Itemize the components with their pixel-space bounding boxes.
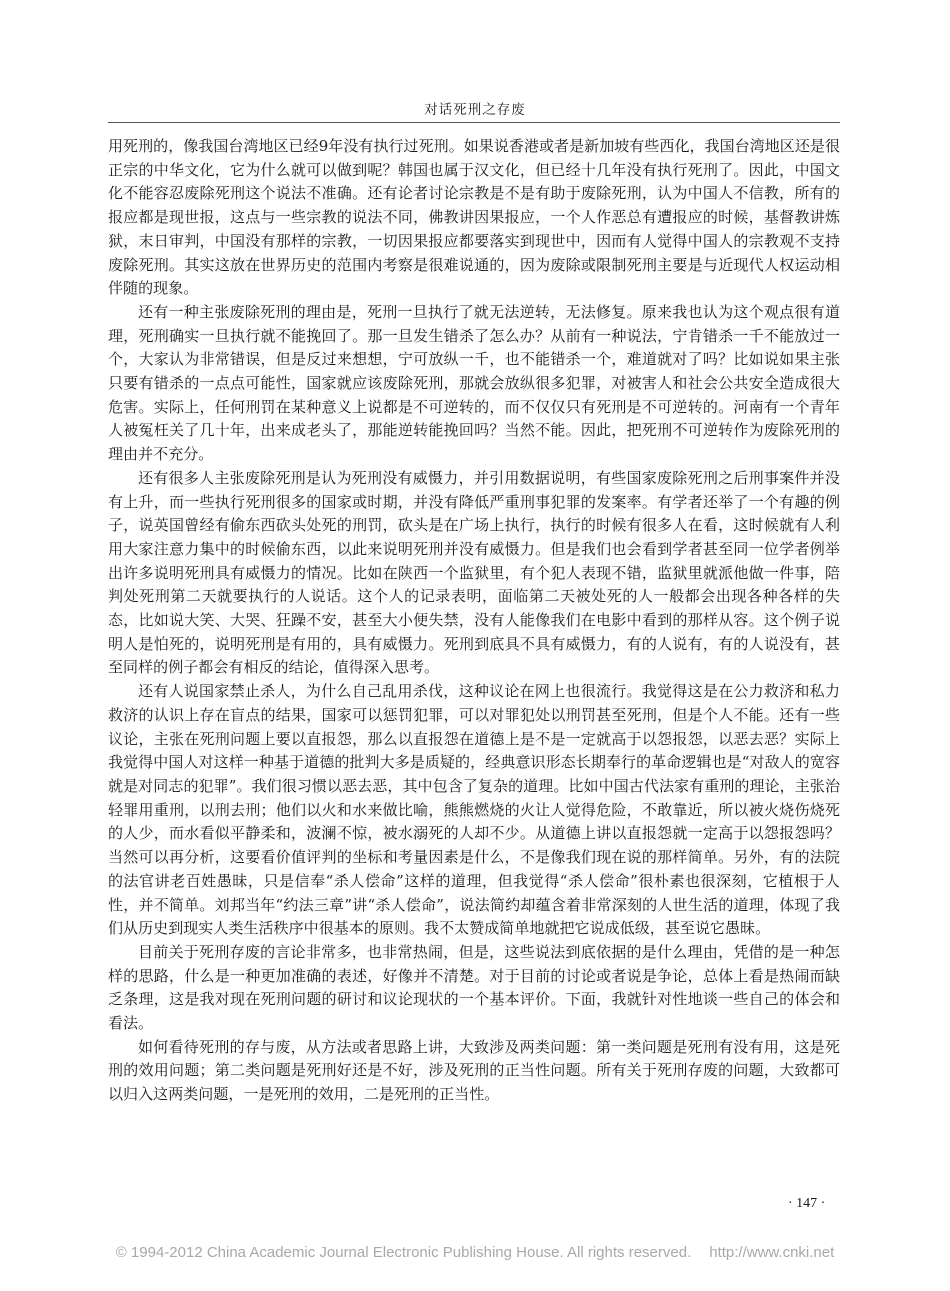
website-link[interactable]: http://www.cnki.net xyxy=(709,1244,835,1261)
running-header-title: 对话死刑之存废 xyxy=(424,102,526,118)
header-divider xyxy=(108,122,840,123)
paragraph-deterrence: 还有很多人主张废除死刑是认为死刑没有威慑力，并引用数据说明，有些国家废除死刑之后刑事案件并没有上升，而一些执行死刑很多的国家或时期，并没有降低严重刑事犯罪的发案率。有学者还举了一个有趣的例子，说英国曾经有偷东西砍头处死的刑罚，砍头是在广场上执行，执行的时候有很多人在看，这时候就有人利用大家注意力集中的时候偷东西，以此来说明死刑并没有威慑力。但是我们也会看到学者甚至同一位学者例举出许多说明死刑具有威慑力的情况。比如在陕西一个监狱里，有个犯人表现不错，监狱里就派他做一件事，陪判处死刑第二天就要执行的人说话。这个人的记录表明，面临第二天被处死的人一般都会出现各种各样的失态，比如说大笑、大哭、狂躁不安，甚至大小便失禁，没有人能像我们在电影中看到的那样从容。这个例子说明人是怕死的，说明死刑是有用的，具有威慑力。死刑到底具不具有威慑力，有的人说有，有的人说没有，甚至同样的例子都会有相反的结论，值得深入思考。 xyxy=(108,468,840,677)
article-body xyxy=(108,135,840,1107)
paragraph-irreversibility: 还有一种主张废除死刑的理由是，死刑一旦执行了就无法逆转，无法修复。原来我也认为这个观点很有道理，死刑确实一旦执行就不能挽回了。那一旦发生错杀了怎么办？从前有一种说法，宁肯错杀一千不能放过一个，大家认为非常错误，但是反过来想想，宁可放纵一千，也不能错杀一个，难道就对了吗？比如说如果主张只要有错杀的一点点可能性，国家就应该废除死刑，那就会放纵很多犯罪，对被害人和社会公共安全造成很大危害。实际上，任何刑罚在某种意义上说都是不可逆转的，而不仅仅只有死刑是不可逆转的。河南有一个青年人被冤枉关了几十年，出来成老头了，那能逆转能挽回吗？当然不能。因此，把死刑不可逆转作为废除死刑的理由并不充分。 xyxy=(108,302,840,464)
paragraph-two-questions: 如何看待死刑的存与废，从方法或者思路上讲，大致涉及两类问题：第一类问题是死刑有没有用，这是死刑的效用问题；第二类问题是死刑好还是不好，涉及死刑的正当性问题。所有关于死刑存废的问题，大致都可以归入这两类问题，一是死刑的效用，二是死刑的正当性。 xyxy=(108,1037,840,1104)
copyright-footer xyxy=(0,1244,950,1261)
copyright-text: © 1994-2012 China Academic Journal Electronic Publishing House. All rights reserved. xyxy=(115,1244,692,1261)
page-number: · 147 · xyxy=(788,1196,826,1211)
paragraph-evaluation: 目前关于死刑存废的言论非常多，也非常热闹，但是，这些说法到底依据的是什么理由，凭借的是一种怎样的思路，什么是一种更加准确的表述，好像并不清楚。对于目前的讨论或者说是争论，总体上看是热闹而缺乏条理，这是我对现在死刑问题的研讨和议论现状的一个基本评价。下面，我就针对性地谈一些自己的体会和看法。 xyxy=(108,942,840,1033)
paragraph-state-killing: 还有人说国家禁止杀人，为什么自己乱用杀伐，这种议论在网上也很流行。我觉得这是在公力救济和私力救济的认识上存在盲点的结果，国家可以惩罚犯罪，可以对罪犯处以刑罚甚至死刑，但是个人不能。还有一些议论，主张在死刑问题上要以直报怨，那么以直报怨在道德上是不是一定就高于以怨报怨，以恶去恶？实际上我觉得中国人对这样一种基于道德的批判大多是质疑的，经典意识形态长期奉行的革命逻辑也是“对敌人的宽容就是对同志的犯罪”。我们很习惯以恶去恶，其中包含了复杂的道理。比如中国古代法家有重刑的理论，主张治轻罪用重刑，以刑去刑；他们以火和水来做比喻，熊熊燃烧的火让人觉得危险，不敢靠近，所以被火烧伤烧死的人少，而水看似平静柔和，波澜不惊，被水溺死的人却不少。从道德上讲以直报怨就一定高于以怨报怨吗？当然可以再分析，这要看价值评判的坐标和考量因素是什么，不是像我们现在说的那样简单。另外，有的法院的法官讲老百姓愚昧，只是信奉“杀人偿命”这样的道理，但我觉得“杀人偿命”很朴素也很深刻，它植根于人性，并不简单。刘邦当年“约法三章”讲“杀人偿命”，说法简约却蕴含着非常深刻的人世生活的道理，体现了我们从历史到现实人类生活秩序中很基本的原则。我不太赞成简单地就把它说成低级，甚至说它愚昧。 xyxy=(108,682,840,938)
paragraph-continued: 用死刑的，像我国台湾地区已经9年没有执行过死刑。如果说香港或者是新加坡有些西化，我国台湾地区还是很正宗的中华文化，它为什么就可以做到呢？韩国也属于汉文化，但已经十几年没有执行死刑了。因此，中国文化不能容忍废除死刑这个说法不准确。还有论者讨论宗教是不是有助于废除死刑，认为中国人不信教，所有的报应都是现世报，这点与一些宗教的说法不同，佛教讲因果报应，一个人作恶总有遭报应的时候，基督教讲炼狱，末日审判，中国没有那样的宗教，一切因果报应都要落实到现世中，因而有人觉得中国人的宗教观不支持废除死刑。其实这放在世界历史的范围内考察是很难说通的，因为废除或限制死刑主要是与近现代人权运动相伴随的现象。 xyxy=(108,137,840,298)
